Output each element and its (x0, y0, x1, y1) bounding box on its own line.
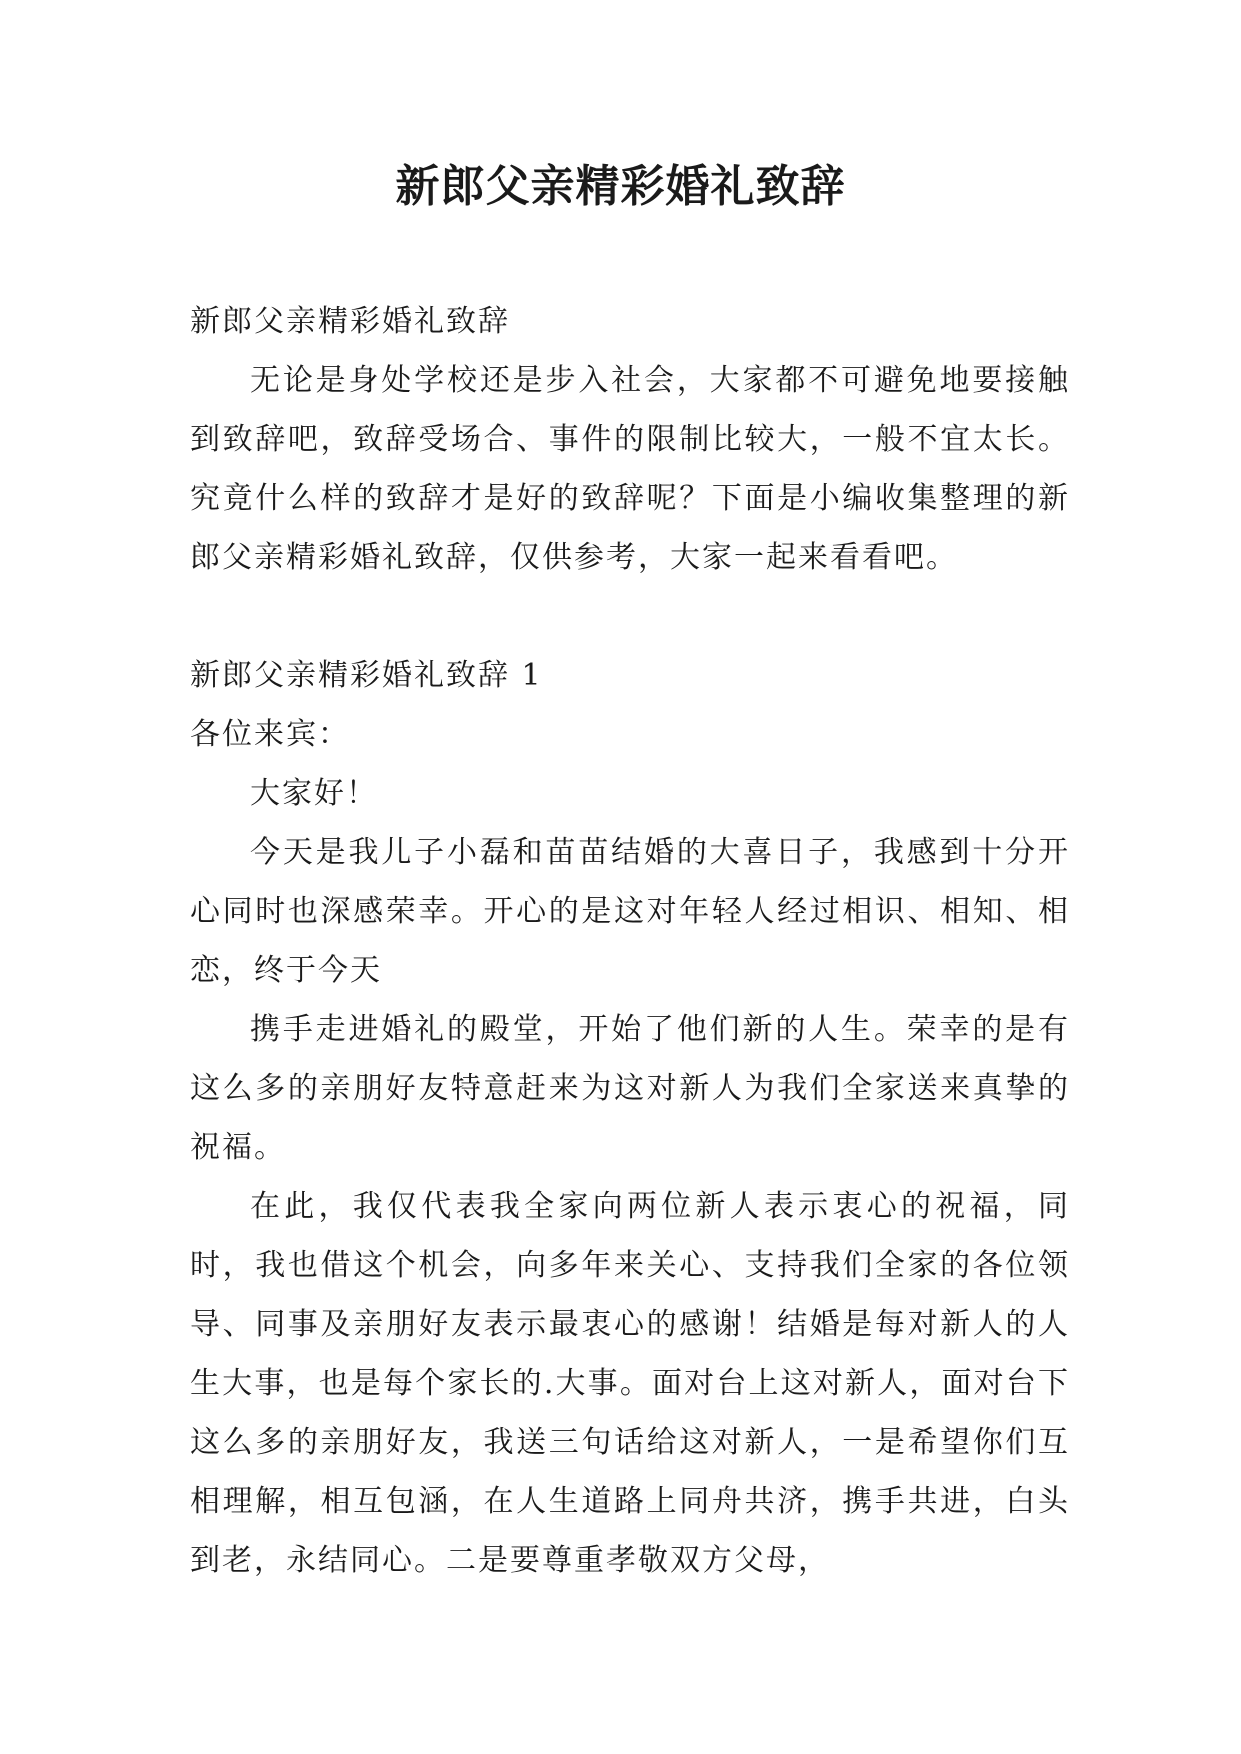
paragraph: 携手走进婚礼的殿堂，开始了他们新的人生。荣幸的是有这么多的亲朋好友特意赶来为这对新人为我们全家送来真挚的祝福。 (190, 1012, 1070, 1165)
document-body (190, 292, 1070, 1590)
intro-heading: 新郎父亲精彩婚礼致辞 (190, 304, 510, 339)
intro-paragraph: 无论是身处学校还是步入社会，大家都不可避免地要接触到致辞吧，致辞受场合、事件的限制比较大，一般不宜太长。究竟什么样的致辞才是好的致辞呢？下面是小编收集整理的新郎父亲精彩婚礼致辞，仅供参考，大家一起来看看吧。 (190, 363, 1070, 575)
section-heading: 新郎父亲精彩婚礼致辞 1 (190, 658, 543, 693)
paragraph: 在此，我仅代表我全家向两位新人表示衷心的祝福，同时，我也借这个机会，向多年来关心、支持我们全家的各位领导、同事及亲朋好友表示最衷心的感谢！结婚是每对新人的人生大事，也是每个家长的.大事。面对台上这对新人，面对台下这么多的亲朋好友，我送三句话给这对新人，一是希望你们互相理解，相互包涵，在人生道路上同舟共济，携手共进，白头到老，永结同心。二是要尊重孝敬双方父母， (190, 1189, 1070, 1578)
salutation: 各位来宾： (190, 717, 350, 752)
paragraph: 今天是我儿子小磊和苗苗结婚的大喜日子，我感到十分开心同时也深感荣幸。开心的是这对年轻人经过相识、相知、相恋，终于今天 (190, 835, 1070, 988)
document-title: 新郎父亲精彩婚礼致辞 (395, 161, 846, 212)
greeting: 大家好！ (250, 776, 378, 811)
